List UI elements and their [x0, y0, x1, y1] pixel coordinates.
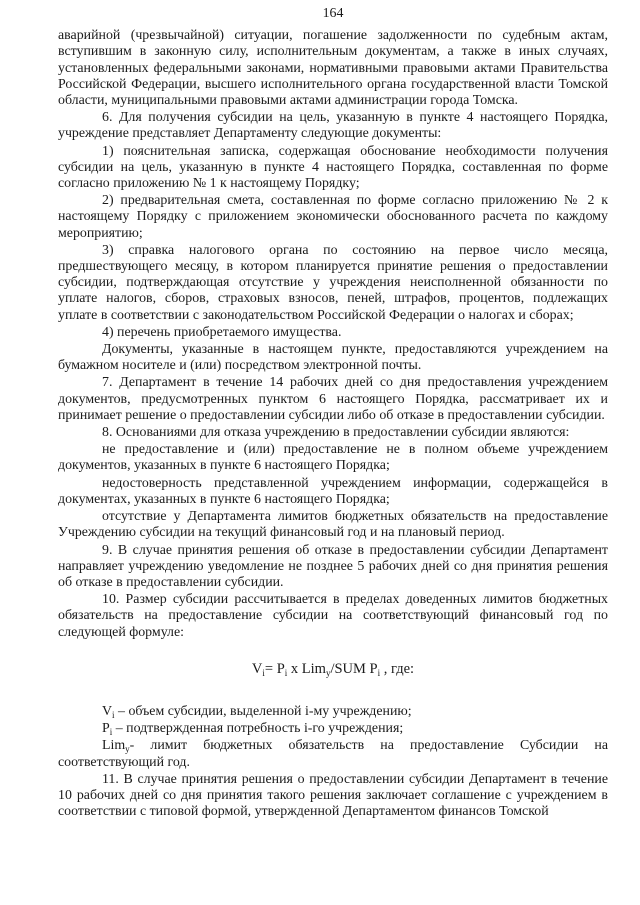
definition-lim: Lim$_y$- лимит бюджетных обязательств на предоставление Субсидии на соответствующий год.: [58, 738, 608, 770]
paragraph-8: 8. Основаниями для отказа учреждению в предоставлении субсидии являются:: [102, 425, 570, 441]
paragraph-9: 9. В случае принятия решения об отказе в предоставлении субсидии Департамент направляет учреждению уведомление не позднее 5 рабочих дней со дня принятия решения об отказе в предоставлении субсидии.: [58, 542, 608, 590]
paragraph-6-item-3: 3) справка налогового органа по состоянию на первое число месяца, предшествующего месяцу, в котором планируется принятие решения о предоставлении субсидии, подтверждающая отсутствие у учреждения неисполненной обязанности по уплате налогов, сборов, страховых взносов, пеней, штрафов, процентов, подлежащих уплате в соответствии с законодательством Российской Федерации о налогах и сборах;: [58, 242, 608, 323]
paragraph-6: 6. Для получения субсидии на цель, указанную в пункте 4 настоящего Порядка, учреждение представляет Департаменту следующие документы:: [58, 110, 608, 142]
paragraph-10: 10. Размер субсидии рассчитывается в пределах доведенных лимитов бюджетных обязательств на предоставление субсидии на соответствующий финансовый год по следующей формуле:: [58, 592, 608, 640]
paragraph-6-item-1: 1) пояснительная записка, содержащая обоснование необходимости получения субсидии на цель, указанную в пункте 4 настоящего Порядка, составленная по форме согласно приложению № 1 к настоящему Порядку;: [58, 143, 608, 192]
paragraph-6-documents-note: Документы, указанные в настоящем пункте, предоставляются учреждением на бумажном носителе и (или) посредством электронной почты.: [58, 342, 608, 374]
paragraph-6-item-4: 4) перечень приобретаемого имущества.: [102, 324, 342, 340]
page-number: 164: [322, 6, 344, 21]
paragraph-intro-continuation: аварийной (чрезвычайной) ситуации, погашение задолженности по судебным актам, вступившим в законную силу, исполнительным документам, а также в иных случаях, установленных федеральными законами, нормативными правовыми актами Правительства Российской Федерации, высшего исполнительного органа государственной власти Томской области, муниципальными правовыми актами администрации города Томска.: [58, 28, 608, 109]
paragraph-6-item-2: 2) предварительная смета, составленная по форме согласно приложению № 2 к настоящему Порядку с приложением экономически обоснованного расчета по каждому мероприятию;: [58, 193, 608, 241]
subsidy-formula: $V_i= P_i$ x Lim$_y$/SUM $P_i$ , где:: [251, 660, 415, 678]
paragraph-8-reason-1: не предоставление и (или) предоставление не в полном объеме учреждением документов, указанных в пункте 6 настоящего Порядка;: [58, 442, 608, 474]
paragraph-8-reason-3: отсутствие у Департамента лимитов бюджетных обязательств на предоставление Учреждению субсидии на текущий финансовый год и на плановый период.: [58, 509, 608, 541]
paragraph-7: 7. Департамент в течение 14 рабочих дней со дня предоставления учреждением документов, предусмотренных пунктом 6 настоящего Порядка, рассматривает их и принимает решение о предоставлении субсидии либо об отказе в предоставлении субсидии.: [58, 375, 608, 423]
document-page: [58, 6, 608, 821]
definition-v: $V_i$ – объем субсидии, выделенной i-му учреждению;: [102, 703, 412, 720]
definition-p: $P_i$ – подтвержденная потребность i-го учреждения;: [102, 721, 404, 738]
paragraph-11: 11. В случае принятия решения о предоставлении субсидии Департамент в течение 10 рабочих дней со дня принятия такого решения заключает соглашение с учреждением в соответствии с типовой формой, утвержденной Департаментом финансов Томской: [58, 771, 608, 820]
paragraph-8-reason-2: недостоверность представленной учреждением информации, содержащейся в документах, указанных в пункте 6 настоящего Порядка;: [58, 475, 608, 507]
